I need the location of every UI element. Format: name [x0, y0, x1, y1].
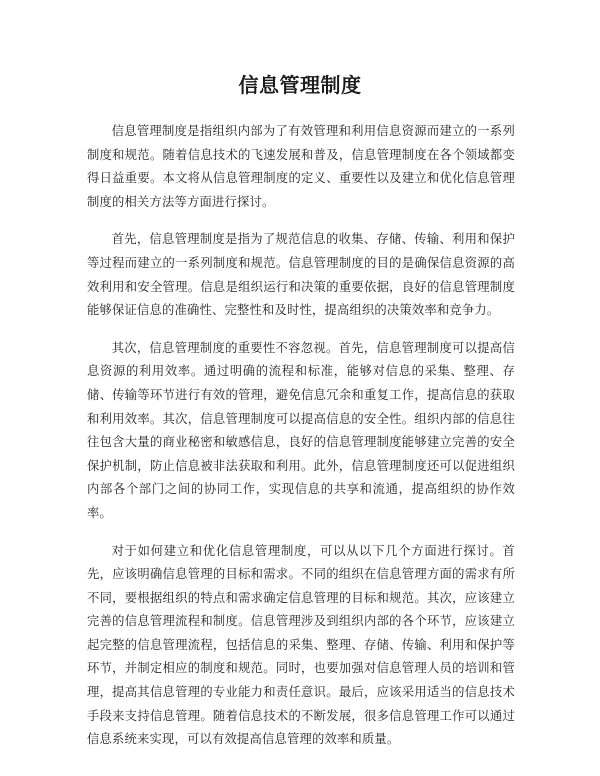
paragraph-2: 首先，信息管理制度是指为了规范信息的收集、存储、传输、利用和保护等过程而建立的一系列制度和规范。信息管理制度的目的是确保信息资源的高效利用和安全管理。信息是组织运行和决策的重要依据，良好的信息管理制度能够保证信息的准确性、完整性和及时性，提高组织的决策效率和竞争力。	[87, 232, 515, 318]
paragraph-4: 对于如何建立和优化信息管理制度，可以从以下几个方面进行探讨。首先，应该明确信息管理的目标和需求。不同的组织在信息管理方面的需求有所不同，要根据组织的特点和需求确定信息管理的目标和规范。其次，应该建立完善的信息管理流程和制度。信息管理涉及到组织内部的各个环节，应该建立起完整的信息管理流程，包括信息的采集、整理、存储、传输、利用和保护等环节，并制定相应的制度和规范。同时，也要加强对信息管理人员的培训和管理，提高其信息管理的专业能力和责任意识。最后，应该采用适当的信息技术手段来支持信息管理。随着信息技术的不断发展，很多信息管理工作可以通过信息系统来实现，可以有效提高信息管理的效率和质量。	[87, 543, 515, 747]
document-body	[87, 120, 515, 766]
paragraph-3: 其次，信息管理制度的重要性不容忽视。首先，信息管理制度可以提高信息资源的利用效率。通过明确的流程和标准，能够对信息的采集、整理、存储、传输等环节进行有效的管理，避免信息冗余和重复工作，提高信息的获取和利用效率。其次，信息管理制度可以提高信息的安全性。组织内部的信息往往包含大量的商业秘密和敏感信息，良好的信息管理制度能够建立完善的安全保护机制，防止信息被非法获取和利用。此外，信息管理制度还可以促进组织内部各个部门之间的协同工作，实现信息的共享和流通，提高组织的协作效率。	[87, 340, 515, 520]
paragraph-1: 信息管理制度是指组织内部为了有效管理和利用信息资源而建立的一系列制度和规范。随着信息技术的飞速发展和普及，信息管理制度在各个领域都变得日益重要。本文将从信息管理制度的定义、重要性以及建立和优化信息管理制度的相关方法等方面进行探讨。	[87, 124, 515, 209]
document-title: 信息管理制度	[238, 73, 362, 97]
